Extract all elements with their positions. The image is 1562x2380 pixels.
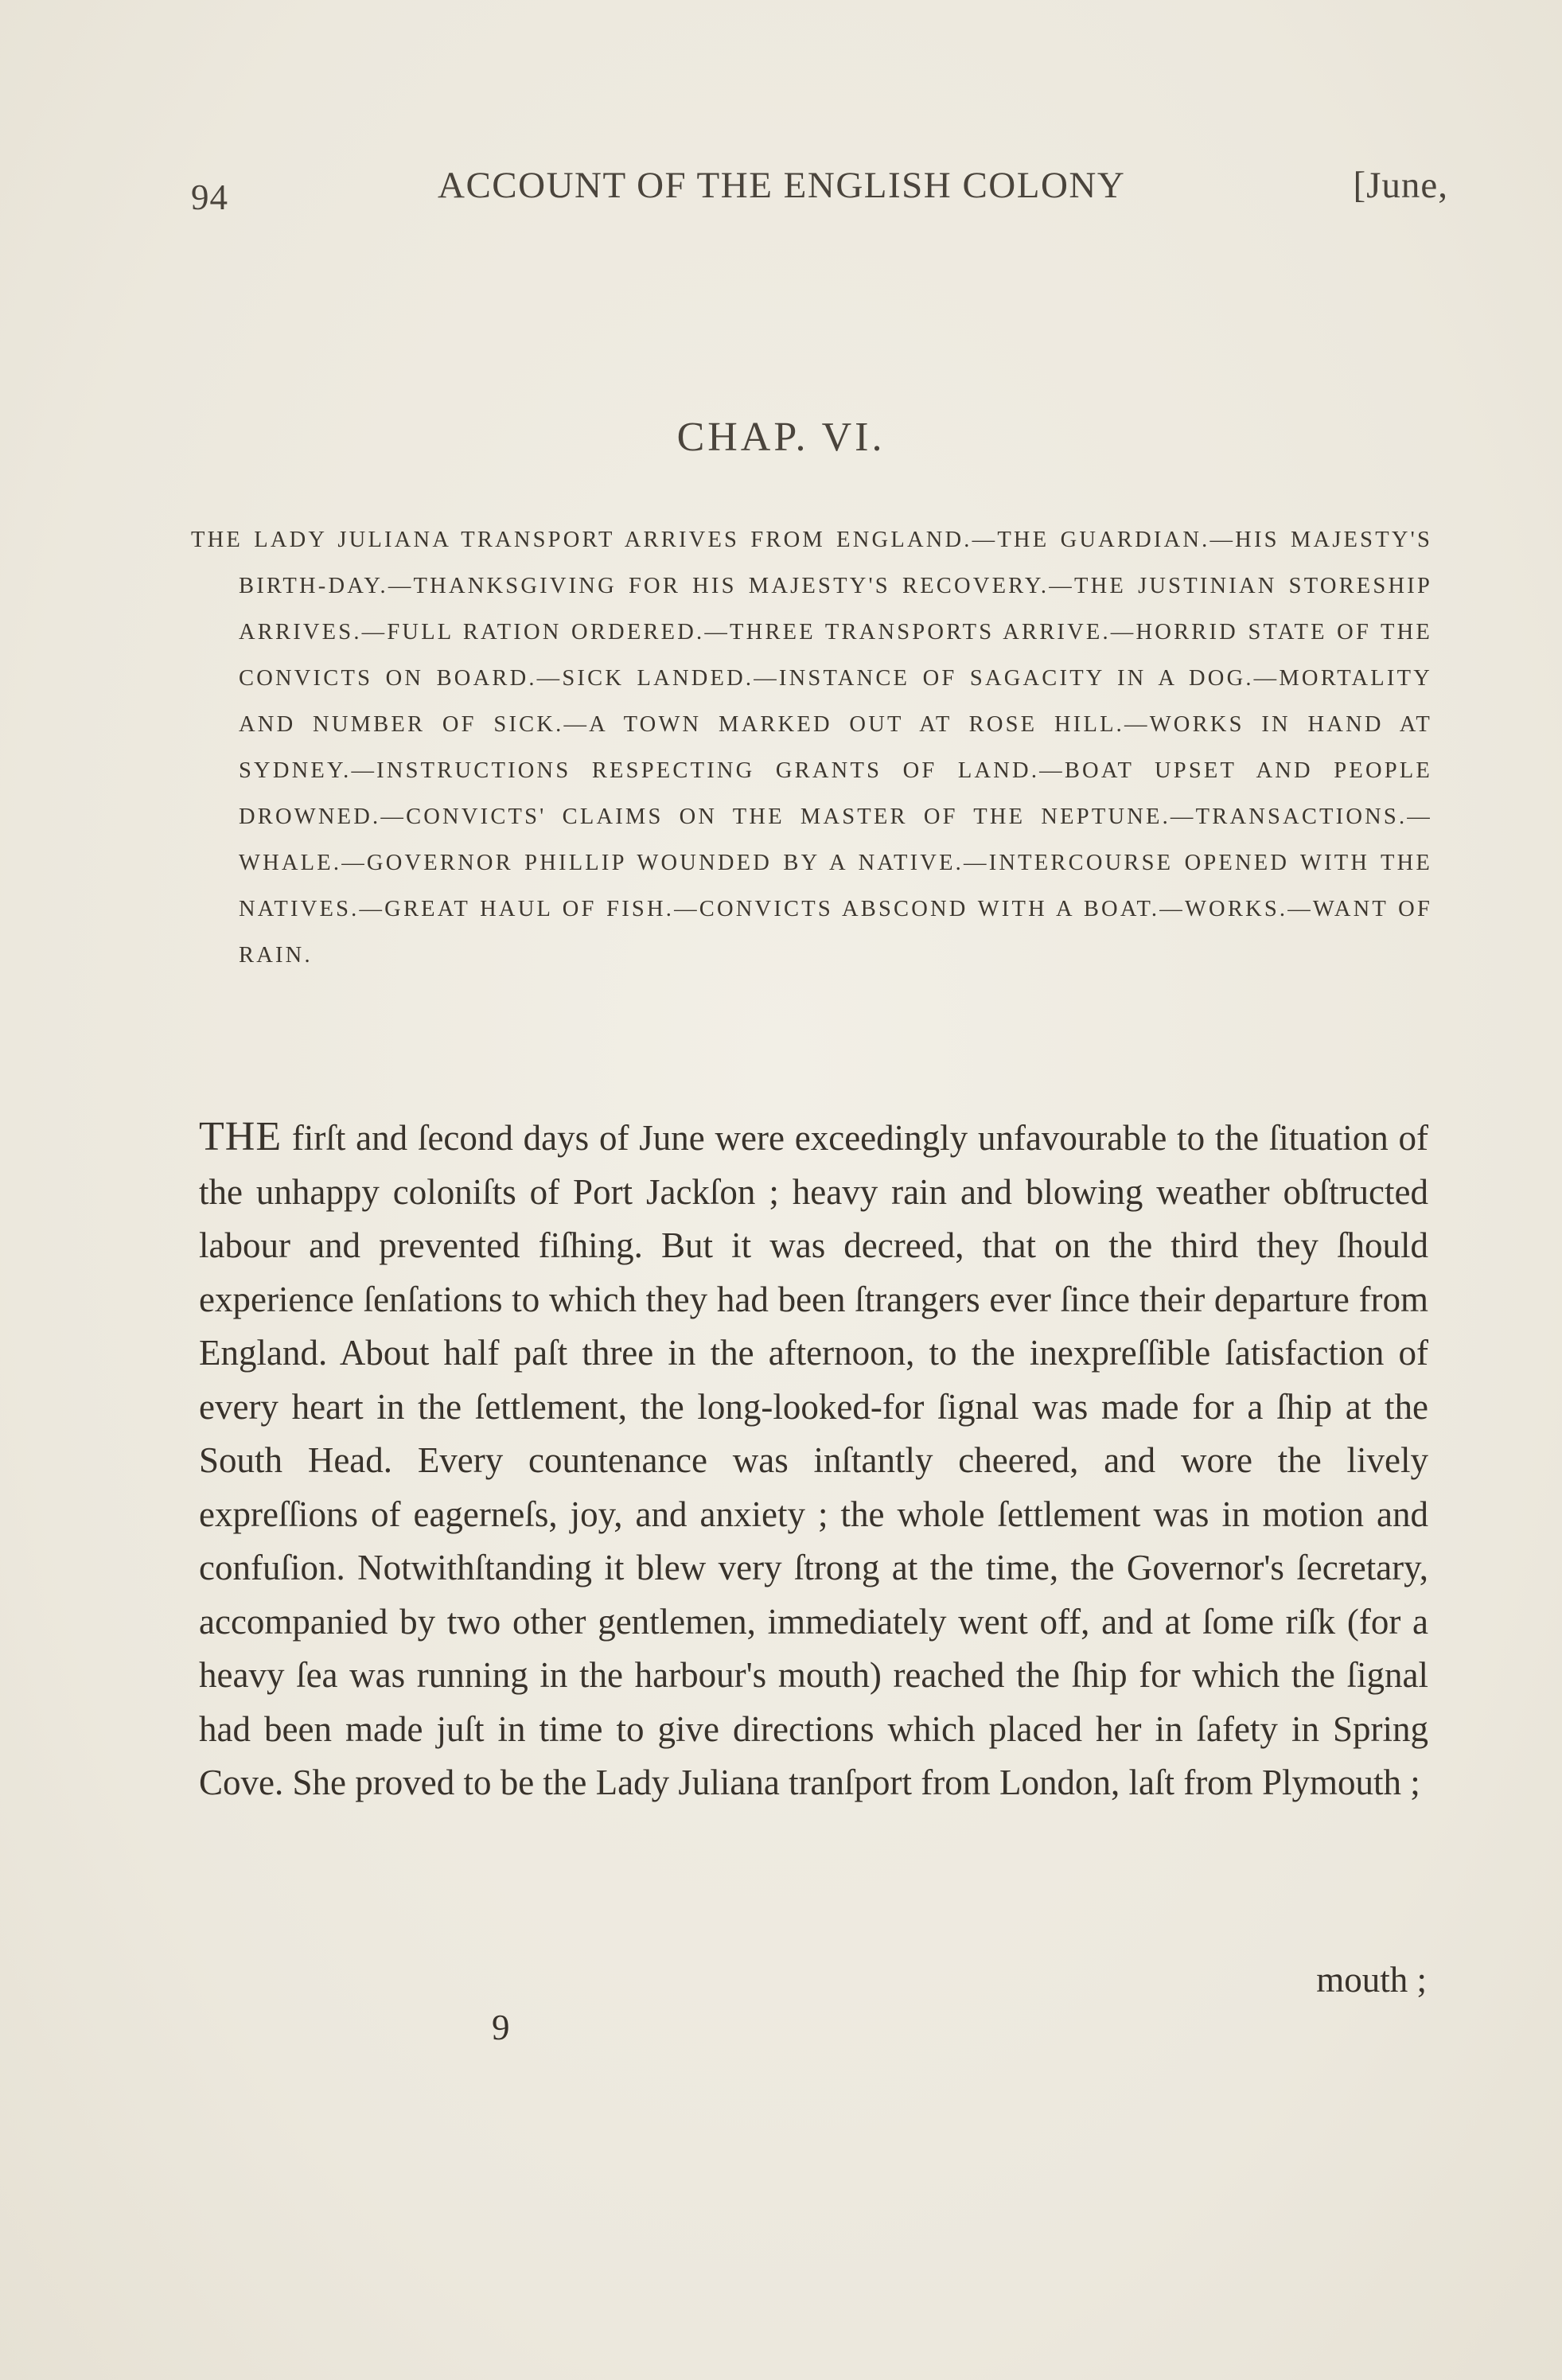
chapter-summary: THE LADY JULIANA TRANSPORT ARRIVES FROM ENGLAND.—THE GUARDIAN.—HIS MAJESTY'S BIRTH-DAY.—THANKSGIVING FOR HIS MAJESTY'S RECOVERY.—THE JUSTINIAN STORESHIP ARRIVES.—FULL RATION ORDERED.—THREE TRANSPORTS ARRIVE.—HORRID STATE OF THE CONVICTS ON BOARD.—SICK LANDED.—INSTANCE OF SAGACITY IN A DOG.—MORTALITY AND NUMBER OF SICK.—A TOWN MARKED OUT AT ROSE HILL.—WORKS IN HAND AT SYDNEY.—INSTRUCTIONS RESPECTING GRANTS OF LAND.—BOAT UPSET AND PEOPLE DROWNED.—CONVICTS' CLAIMS ON THE MASTER OF THE NEPTUNE.—TRANSACTIONS.—WHALE.—GOVERNOR PHILLIP WOUNDED BY A NATIVE.—INTERCOURSE OPENED WITH THE NATIVES.—GREAT HAUL OF FISH.—CONVICTS ABSCOND WITH A BOAT.—WORKS.—WANT OF RAIN. <box>191 528 1432 968</box>
running-head <box>191 164 1448 215</box>
body-paragraph <box>199 1110 1428 1810</box>
running-date: [June, <box>1353 165 1448 206</box>
chapter-heading: CHAP. VI. <box>676 415 886 460</box>
catchword: mouth ; <box>1316 1960 1427 2000</box>
page-number: 94 <box>191 177 228 217</box>
running-title: ACCOUNT OF THE ENGLISH COLONY <box>438 165 1126 206</box>
opening-word: THE <box>199 1114 282 1159</box>
body-text: firſt and ſecond days of June were exceedingly unfavourable to the ſituation of the unhappy coloniſts of Port Jackſon ; heavy rain and blowing weather obſtructed labour and prevented fiſhing. But it was decreed, that on the third they ſhould experience ſenſations to which they had been ſtrangers ever ſince their departure from England. About half paſt three in the afternoon, to the inexpreſſible ſatisfaction of every heart in the ſettlement, the long-looked-for ſignal was made for a ſhip at the South Head. Every countenance was inſtantly cheered, and wore the lively expreſſions of eagerneſs, joy, and anxiety ; the whole ſettlement was in motion and confuſion. Notwithſtanding it blew very ſtrong at the time, the Governor's ſecretary, accompanied by two other gentlemen, immediately went off, and at ſome riſk (for a heavy ſea was running in the harbour's mouth) reached the ſhip for which the ſignal had been made juſt in time to give directions which placed her in ſafety in Spring Cove. She proved to be the Lady Juliana tranſport from London, laſt from Plymouth ; <box>199 1118 1428 1802</box>
signature-mark: 9 <box>492 2008 510 2047</box>
